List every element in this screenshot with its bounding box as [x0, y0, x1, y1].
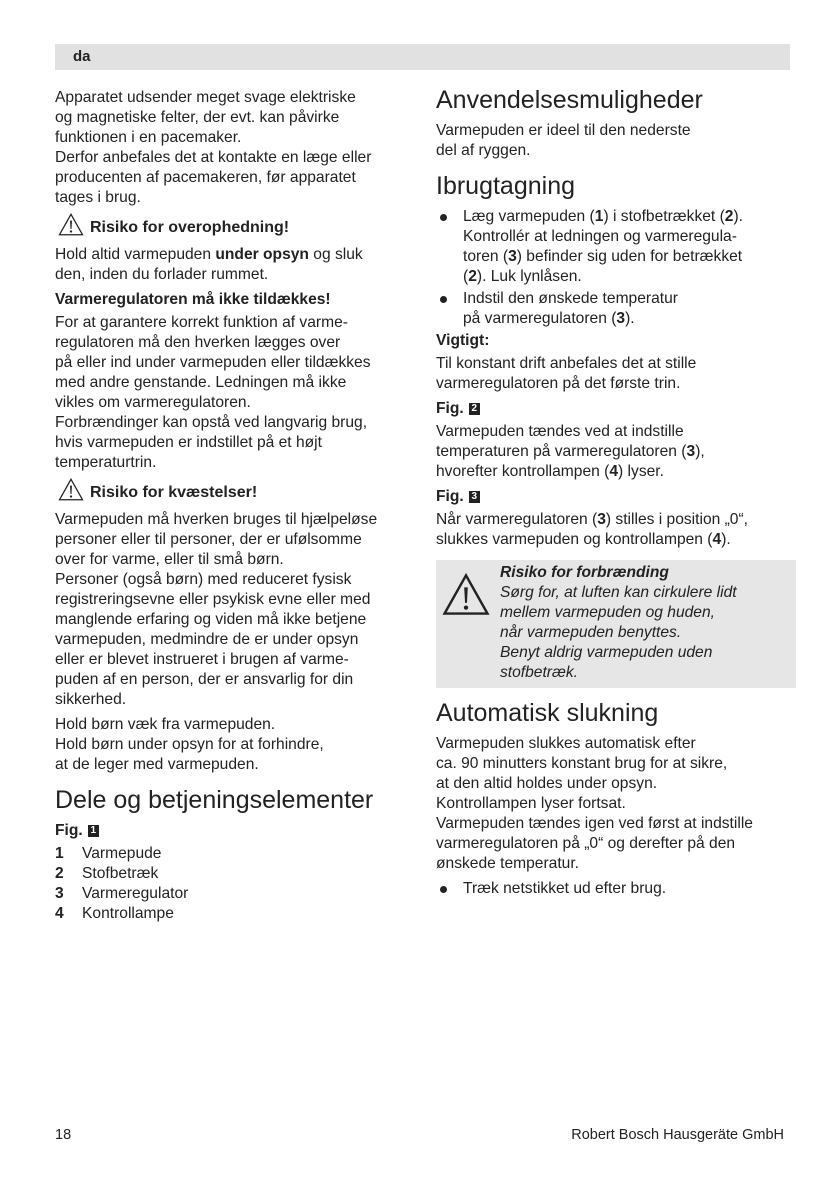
text-run: ) i stofbetrækket ( [603, 208, 725, 225]
paragraph [436, 121, 796, 161]
item-number: 4 [55, 905, 64, 922]
bold-text: 2 [468, 268, 477, 285]
text-run: Varmepuden tændes ved at indstille temperaturen på varmeregulatoren ( [436, 423, 687, 460]
paragraph [55, 715, 415, 775]
warning-icon [442, 603, 490, 620]
text-run: ) befinder sig uden for betrækket ( [463, 248, 743, 285]
text-run: Varmepuden er ideel til den nederste del af ryggen. [436, 122, 691, 159]
section-heading: Dele og betjeningselementer [55, 786, 374, 814]
text-run: Indstil den ønskede temperatur på varmeregulatoren ( [463, 290, 678, 327]
item-label: Stofbetræk [82, 865, 159, 882]
language-header-bar [55, 44, 790, 70]
figure-number: 1 [88, 825, 99, 837]
bold-text: 3 [597, 511, 606, 528]
warning-box-title: Risiko for forbrænding [500, 564, 669, 581]
text-run: Varmepuden slukkes automatisk efter ca. 90 minutters konstant brug for at sikre, at den altid holdes under opsyn. Kontrollampen lyser fortsat. Varmepuden tændes igen ved først at indstille varmeregulatoren på „0“ og derefter på den ønskede temperatur. [436, 735, 753, 872]
item-label: Varmeregulator [82, 885, 189, 902]
list-item [55, 884, 415, 904]
text-run: ). [625, 310, 635, 327]
figure-reference [436, 399, 796, 419]
text-run: Læg varmepuden ( [463, 208, 595, 225]
subheading: Varmeregulatoren må ikke tildækkes! [55, 291, 331, 308]
bold-text: 4 [712, 531, 722, 548]
text-run: Varmepuden må hverken bruges til hjælpeløse personer eller til personer, der er ufølsomme over for varme, eller til små børn. Personer (også børn) med reduceret fysisk registreringsevne eller psykisk evne eller med manglende erfaring og viden må ikke betjene varmepuden, medmindre de er under opsyn eller er blevet instrueret i brugen af varme- puden af en person, der er ansvarlig for din sikkerhed. [55, 511, 378, 708]
figure-number: 3 [469, 491, 480, 503]
item-number: 1 [55, 845, 64, 862]
paragraph [55, 88, 415, 208]
right-column [436, 85, 796, 901]
list-item [55, 864, 415, 884]
paragraph [55, 313, 415, 473]
list-item [55, 844, 415, 864]
text-run: For at garantere korrekt funktion af varme- regulatoren må den hverken lægges over på eller ind under varmepuden eller tildækkes med andre genstande. Ledningen må ikke vikles om varmeregulatoren. Forbrændinger kan opstå ved langvarig brug, hvis varmepuden er indstillet på et højt temperaturtrin. [55, 314, 371, 471]
paragraph [55, 510, 415, 710]
bullet-text [463, 207, 743, 287]
item-number: 2 [55, 865, 64, 882]
text-run: Til konstant drift anbefales det at stille varmeregulatoren på det første trin. [436, 355, 697, 392]
warning-title: Risiko for kvæstelser! [90, 483, 258, 501]
warning-heading [58, 213, 415, 242]
bold-text: 3 [508, 248, 517, 265]
paragraph [436, 510, 796, 550]
bullet-dot-icon [436, 207, 463, 287]
text-run: Træk netstikket ud efter brug. [463, 880, 667, 897]
section-heading: Ibrugtagning [436, 172, 576, 200]
bold-text: 1 [594, 208, 604, 225]
warning-icon [58, 478, 84, 507]
page-number: 18 [55, 1127, 72, 1143]
left-column [55, 88, 415, 924]
text-run: ). [721, 531, 731, 548]
language-code: da [73, 48, 91, 65]
bold-text: under opsyn [215, 246, 309, 263]
figure-label: Fig. [55, 822, 83, 839]
bold-text: 2 [724, 208, 734, 225]
paragraph [436, 354, 796, 394]
text-run: ) stilles i position „0“, slukkes varmepuden og kontrollampen ( [436, 511, 749, 548]
section-heading: Automatisk slukning [436, 699, 659, 727]
section-heading: Anvendelsesmuligheder [436, 86, 703, 114]
paragraph [55, 245, 415, 285]
bullet-dot-icon [436, 879, 463, 899]
warning-box [436, 560, 796, 688]
bullet-text [463, 879, 666, 899]
bullet-text [463, 289, 678, 329]
figure-number: 2 [469, 403, 480, 415]
warning-icon [58, 213, 84, 242]
text-run: ) lyser. [618, 463, 664, 480]
bold-text: 3 [686, 443, 696, 460]
bold-text: 4 [609, 463, 619, 480]
warning-title: Risiko for overophedning! [90, 218, 290, 236]
paragraph [436, 422, 796, 482]
bullet-item [436, 207, 796, 287]
figure-label: Fig. [436, 400, 464, 417]
subheading: Vigtigt: [436, 332, 490, 349]
text-run: Hold børn væk fra varmepuden. Hold børn under opsyn for at forhindre, at de leger med varmepuden. [55, 716, 324, 773]
figure-reference [436, 487, 796, 507]
figure-reference [55, 821, 415, 841]
item-number: 3 [55, 885, 64, 902]
warning-body [500, 563, 737, 683]
text-run: ). Kontrollér at ledningen og varmeregula- toren ( [463, 208, 743, 265]
bold-text: 3 [616, 310, 626, 327]
text-run: Apparatet udsender meget svage elektriske og magnetiske felter, der evt. kan påvirke funktionen i en pacemaker. Derfor anbefales det at kontakte en læge eller producenten af pacemakeren, før apparatet tages i brug. [55, 89, 372, 206]
text-run: Når varmeregulatoren ( [436, 511, 598, 528]
item-label: Varmepude [82, 845, 162, 862]
figure-label: Fig. [436, 488, 464, 505]
bullet-item [436, 879, 796, 899]
warning-icon-wrap [442, 563, 500, 683]
parts-list [55, 844, 415, 924]
list-item [55, 904, 415, 924]
warning-box-text: Sørg for, at luften kan cirkulere lidt mellem varmepuden og huden, når varmepuden benyttes. Benyt aldrig varmepuden uden stofbetræk. [500, 584, 737, 681]
text-run: ). Luk lynlåsen. [476, 268, 582, 285]
warning-heading [58, 478, 415, 507]
text-run: ), hvorefter kontrollampen ( [436, 443, 705, 480]
paragraph [436, 734, 796, 874]
item-label: Kontrollampe [82, 905, 174, 922]
text-run: Hold altid varmepuden [55, 246, 216, 263]
bullet-dot-icon [436, 289, 463, 329]
text-run: og sluk den, inden du forlader rummet. [55, 246, 363, 283]
bullet-item [436, 289, 796, 329]
footer-company: Robert Bosch Hausgeräte GmbH [571, 1127, 784, 1143]
